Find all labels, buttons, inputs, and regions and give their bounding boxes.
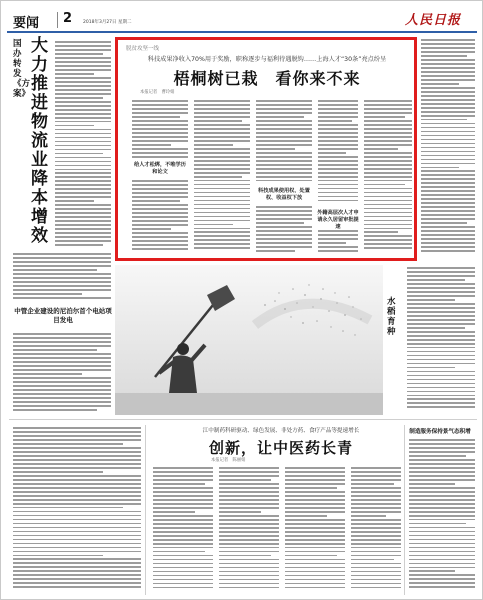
bottom-right-story-title: 制造服务保持景气态积增 <box>409 429 471 435</box>
bottom-story-byline: 本报记者 陈丽娟 <box>211 458 246 463</box>
feature-title: 梧桐树已栽 看你来不来 <box>173 69 361 88</box>
feature-subhead-2: 科技成果使用权、处置权、收益权下放 <box>258 188 310 201</box>
feature-body-col-5 <box>364 100 412 254</box>
photo-caption-body <box>407 267 475 415</box>
highlighted-feature-story <box>115 37 417 261</box>
bottom-right-story-body <box>409 439 475 593</box>
feature-body-col-1a <box>132 100 188 160</box>
bottom-left-body <box>13 427 141 593</box>
mid-left-story-title: 中管企业建设的尼泊尔首个电站项目发电 <box>14 307 112 324</box>
feature-column-tag: 脱贫攻坚一线 <box>126 46 160 52</box>
paper-logo: 人民日报 <box>404 13 461 28</box>
issue-date: 2018年3月27日 星期二 <box>83 20 132 25</box>
mid-left-story-body <box>13 333 111 415</box>
left-story-body-continued <box>13 253 111 301</box>
section-divider <box>9 419 477 420</box>
feature-body-col-4b <box>318 230 358 254</box>
masthead-divider <box>57 12 58 28</box>
feature-body-col-3a <box>256 100 312 184</box>
bottom-story-col-3 <box>285 467 345 593</box>
bottom-story-kicker: 江中制药科研驱动、绿色发展、非处方药、食疗产品等提速增长 <box>202 428 360 434</box>
feature-body-col-3b <box>256 206 312 254</box>
left-story-body <box>55 41 111 249</box>
photo-farmer-winnowing-image <box>115 265 383 415</box>
feature-kicker: 科技成果净收入70%用于奖励，职称逐步与福利待遇脱钩……上海人才“30条”亮点纷呈 <box>147 56 387 63</box>
masthead <box>7 7 477 33</box>
feature-body-col-4a <box>318 100 358 206</box>
left-story-title: 大力推进物流业降本增效 <box>31 36 48 246</box>
bottom-story-col-1 <box>153 467 213 593</box>
left-story-kicker: 国办转发《方案》 <box>13 39 31 99</box>
right-strip-body <box>421 39 475 261</box>
column-rule <box>145 425 146 595</box>
feature-subhead-3: 外籍高层次人才申请永久居留审批提速 <box>317 210 359 230</box>
feature-byline: 本报记者 曹玲娟 <box>140 90 175 95</box>
feature-subhead-1: 给人才松绑，不唯学历和论文 <box>134 162 186 175</box>
bottom-story-col-4 <box>351 467 401 593</box>
photo-side-caption: 水稻育种 <box>387 297 396 337</box>
bottom-story-title: 创新，让中医药长青 <box>208 439 353 457</box>
feature-body-col-2 <box>194 100 250 254</box>
news-photo <box>115 265 383 415</box>
column-rule-right <box>404 425 405 595</box>
section-name: 要闻 <box>13 16 40 31</box>
bottom-story-col-2 <box>219 467 279 593</box>
page-number: 2 <box>63 11 73 26</box>
feature-body-col-1b <box>132 180 188 254</box>
